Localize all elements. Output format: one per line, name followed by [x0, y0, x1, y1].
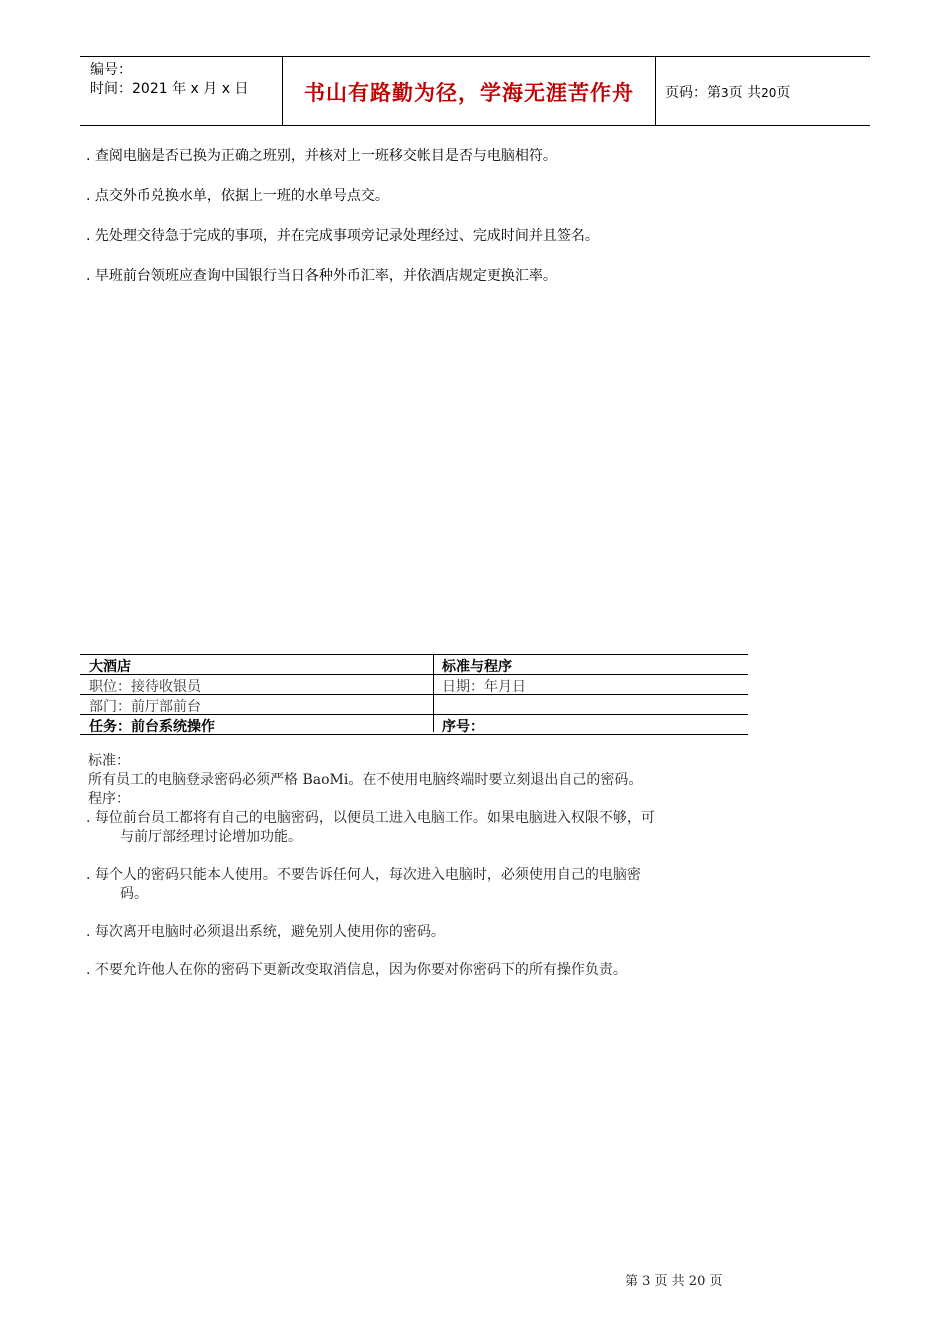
header-page-number [665, 82, 790, 102]
page-mid: 页 共 [728, 85, 762, 101]
page-current: 3 [721, 86, 729, 100]
procedure-item-3: . 每次离开电脑时必须退出系统，避免别人使用你的密码。 [86, 924, 445, 940]
procedure-item-1-cont: 与前厅部经理讨论增加功能。 [120, 829, 302, 845]
hotel-name: 大酒店 [89, 659, 131, 675]
page-footer: 第 3 页 共 20 页 [625, 1274, 723, 1289]
time-label: 时间：2021 年 x 月 x 日 [90, 81, 249, 97]
procedure-info-table [80, 654, 748, 735]
standard-procedure-section [88, 752, 748, 980]
header-divider [655, 57, 656, 125]
spacer [88, 847, 748, 866]
spacer [88, 904, 748, 923]
handover-steps-list [86, 146, 599, 306]
list-item: . 先处理交待急于完成的事项，并在完成事项旁记录处理经过、完成时间并且签名。 [86, 228, 599, 244]
standard-text: 所有员工的电脑登录密码必须严格 BaoMi。在不使用电脑终端时要立刻退出自己的密码。 [88, 772, 643, 788]
table-row [80, 674, 748, 694]
table-row [80, 654, 748, 674]
date-field: 日期：年月日 [442, 679, 526, 695]
serial-field: 序号： [442, 719, 484, 735]
page-prefix: 页码：第 [665, 85, 721, 101]
header-meta [90, 61, 248, 99]
header-motto: 书山有路勤为径，学海无涯苦作舟 [304, 81, 634, 105]
procedure-item-1: . 每位前台员工都将有自己的电脑密码，以便员工进入电脑工作。如果电脑进入权限不够，可 [86, 810, 655, 826]
spacer [88, 942, 748, 961]
list-item: . 查阅电脑是否已换为正确之班别，并核对上一班移交帐目是否与电脑相符。 [86, 148, 557, 164]
list-item: . 早班前台领班应查询中国银行当日各种外币汇率，并依酒店规定更换汇率。 [86, 268, 557, 284]
table-row [80, 714, 748, 735]
procedure-label: 程序： [88, 791, 130, 807]
procedure-item-4: . 不要允许他人在你的密码下更新改变取消信息，因为你要对你密码下的所有操作负责。 [86, 962, 627, 978]
standard-label: 标准： [88, 753, 130, 769]
list-item: . 点交外币兑换水单，依据上一班的水单号点交。 [86, 188, 389, 204]
id-label: 编号： [90, 62, 132, 78]
procedure-item-2-cont: 码。 [120, 886, 148, 902]
position-field: 职位：接待收银员 [89, 679, 201, 695]
page-total: 20 [761, 86, 777, 100]
page-suffix: 页 [776, 85, 791, 101]
document-type: 标准与程序 [442, 659, 512, 675]
document-header [80, 56, 870, 126]
task-field: 任务：前台系统操作 [89, 719, 215, 735]
table-row [80, 694, 748, 714]
procedure-item-2: . 每个人的密码只能本人使用。不要告诉任何人，每次进入电脑时，必须使用自己的电脑密 [86, 867, 641, 883]
department-field: 部门：前厅部前台 [89, 699, 201, 715]
